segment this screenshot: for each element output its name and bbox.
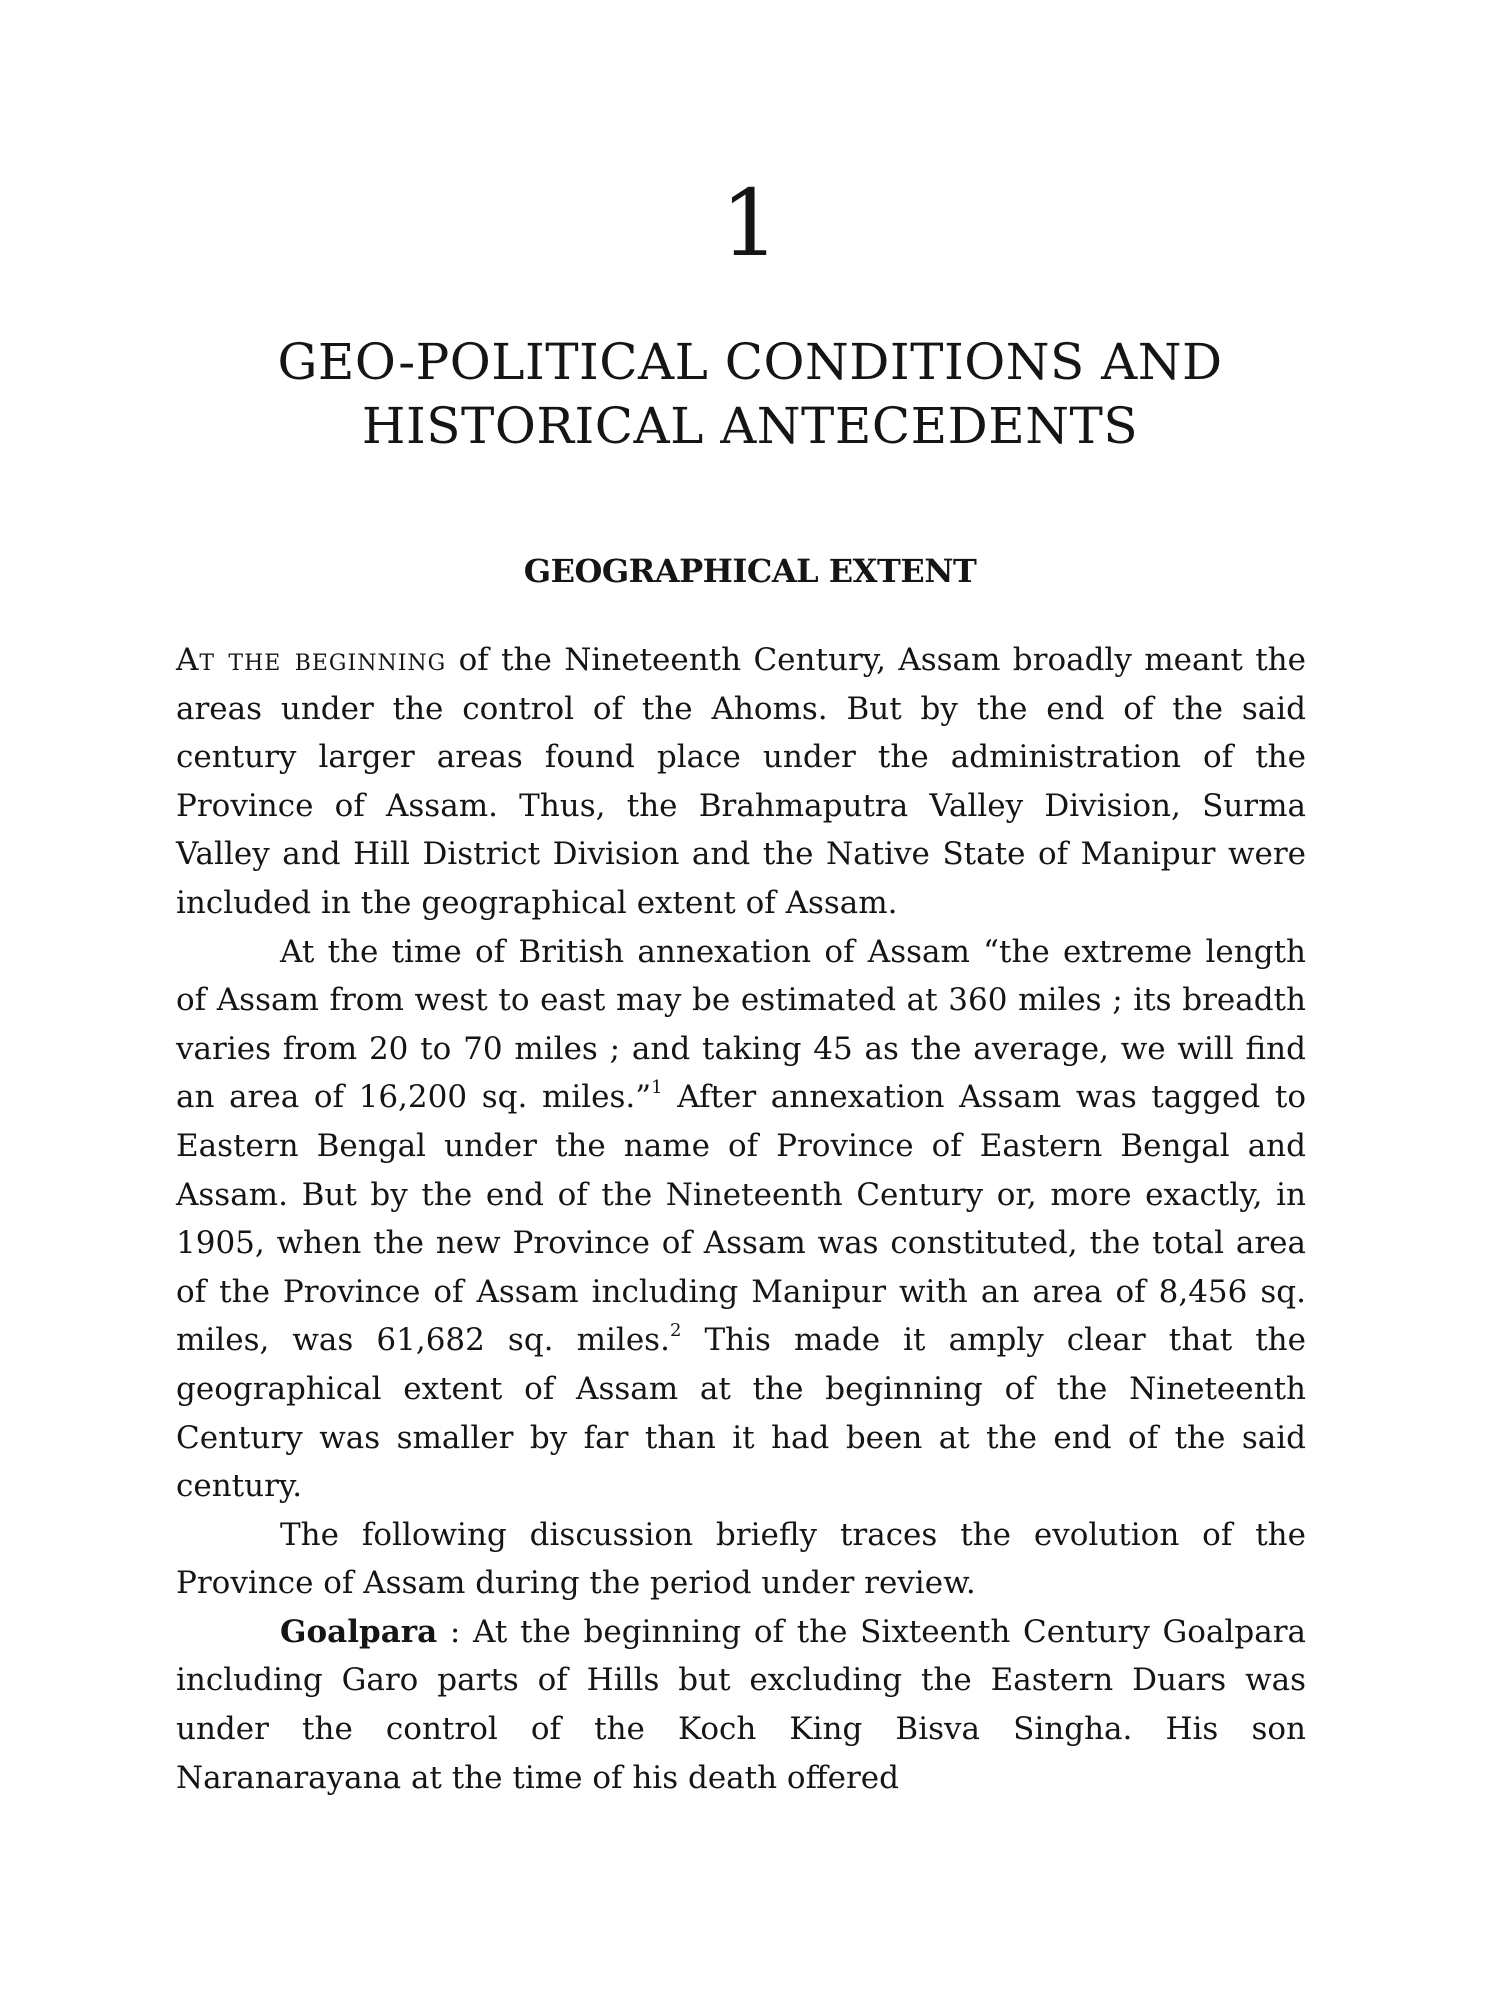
paragraph-4 xyxy=(176,1608,1306,1802)
paragraph-4-text: : At the beginning of the Sixteenth Century Goalpara including Garo parts of Hills but excluding the Eastern Duars was under the control of the Koch King Bisva Singha. His son Naranarayana at the time of his death offered xyxy=(176,1613,1306,1796)
paragraph-1-text: of the Nineteenth Century, Assam broadly meant the areas under the control of the Ahoms. But by the end of the said century larger areas found place under the administration of the Province of Assam. Thus, the Brahmaputra Valley Division, Surma Valley and Hill District Division and the Native State of Manipur were included in the geographical extent of Assam. xyxy=(176,642,1306,921)
paragraph-3 xyxy=(176,1511,1306,1608)
footnote-ref-1: 1 xyxy=(651,1077,663,1099)
paragraph-1 xyxy=(176,636,1306,928)
body-text xyxy=(176,636,1306,1802)
chapter-title-line-2: HISTORICAL ANTECEDENTS xyxy=(361,397,1139,455)
paragraph-3-text: The following discussion briefly traces the evolution of the Province of Assam during the period under review. xyxy=(176,1516,1306,1602)
footnote-ref-2: 2 xyxy=(669,1320,682,1342)
chapter-title-line-1: GEO-POLITICAL CONDITIONS AND xyxy=(277,333,1223,391)
paragraph-1-lead: At the beginning xyxy=(176,642,447,678)
section-heading: GEOGRAPHICAL EXTENT xyxy=(523,552,977,590)
paragraph-4-lead: Goalpara xyxy=(280,1613,438,1650)
paragraph-2-text: At the time of British annexation of Assam “the extreme length of Assam from west to east may be estimated at 360 miles ; its breadth varies from 20 to 70 miles ; and taking 45 as the average, we will find an area of 16,200 sq. miles.” xyxy=(176,933,1306,1116)
paragraph-2-text-3: This made it amply clear that the geographical extent of Assam at the beginning of the Nineteenth Century was smaller by far than it had been at the end of the said century. xyxy=(176,1322,1306,1505)
chapter-number: 1 xyxy=(720,170,780,277)
paragraph-2 xyxy=(176,928,1306,1511)
paragraph-2-text-2: After annexation Assam was tagged to Eastern Bengal under the name of Province of Eastern Bengal and Assam. But by the end of the Nineteenth Century or, more exactly, in 1905, when the new Province of Assam was constituted, the total area of the Province of Assam including Manipur with an area of 8,456 sq. miles, was 61,682 sq. miles. xyxy=(176,1079,1306,1359)
chapter-title xyxy=(0,330,1500,458)
